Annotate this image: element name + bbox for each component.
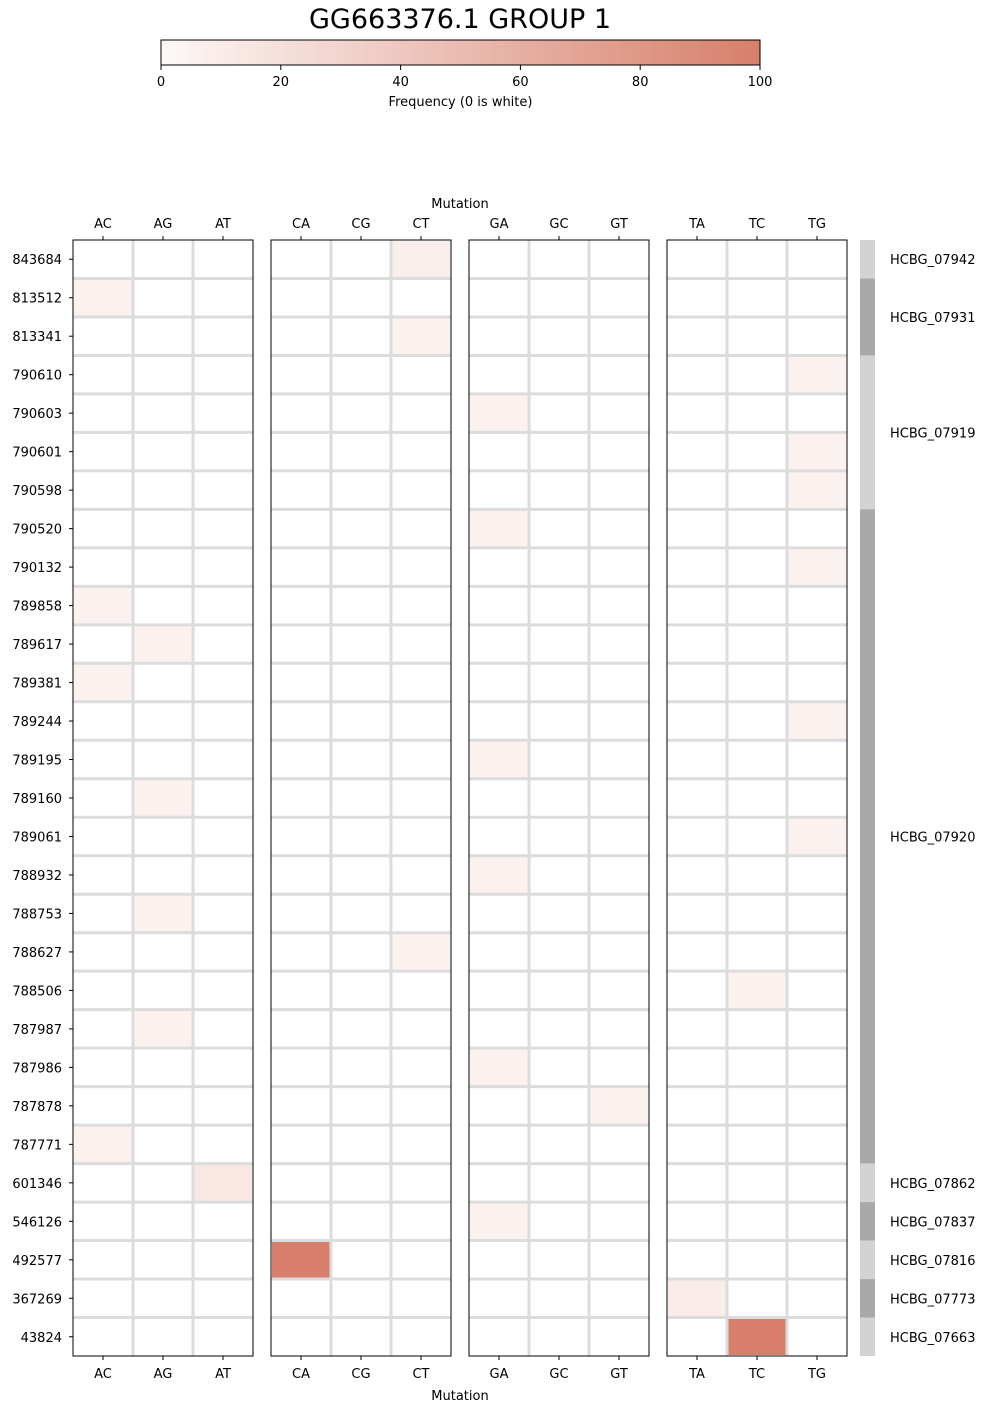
x-tick-label-top: CG [351, 217, 371, 232]
y-tick-label: 788932 [12, 868, 62, 884]
x-tick-label-top: TG [807, 217, 827, 232]
y-tick-label: 789061 [12, 830, 62, 846]
x-tick-label-top: TC [748, 217, 766, 232]
heatmap-cell [74, 587, 132, 623]
y-tick-label: 788506 [12, 984, 62, 1000]
heatmap-cell [590, 1088, 648, 1124]
chart-title: GG663376.1 GROUP 1 [309, 4, 611, 35]
heatmap-cell [470, 741, 528, 777]
y-tick-label: 367269 [12, 1292, 62, 1308]
gene-annotation-label: HCBG_07942 [890, 253, 976, 269]
heatmap-cell [134, 1011, 192, 1047]
heatmap-panel-4 [667, 240, 847, 1356]
y-tick-label: 790132 [12, 561, 62, 577]
gene-annotation-label: HCBG_07773 [890, 1292, 976, 1308]
x-tick-label-top: CT [412, 217, 430, 232]
heatmap-cell [74, 1126, 132, 1162]
heatmap-cell [470, 395, 528, 431]
heatmap-cell [788, 433, 846, 469]
y-tick-label: 787987 [12, 1022, 62, 1038]
x-tick-label-top: AG [153, 217, 173, 232]
y-tick-label: 790610 [12, 368, 62, 384]
y-tick-label: 789381 [12, 676, 62, 692]
y-tick-label: 787986 [12, 1061, 62, 1077]
heatmap-cell [134, 780, 192, 816]
heatmap-cell [470, 857, 528, 893]
x-tick-label-bottom: TC [748, 1367, 766, 1382]
y-tick-label: 787771 [12, 1138, 62, 1154]
x-tick-label-bottom: CG [351, 1367, 371, 1382]
y-tick-label: 788627 [12, 945, 62, 961]
heatmap-cell [392, 241, 450, 277]
gene-annotation-label: HCBG_07920 [890, 830, 976, 846]
x-tick-label-bottom: AT [215, 1367, 231, 1382]
heatmap-cell [788, 549, 846, 585]
y-tick-label: 789617 [12, 638, 62, 654]
y-tick-label: 843684 [12, 253, 62, 269]
x-tick-label-bottom: AG [153, 1367, 173, 1382]
y-tick-label: 813341 [12, 330, 62, 346]
gene-annotation-label: HCBG_07663 [890, 1330, 976, 1346]
x-tick-label-bottom: CA [292, 1367, 310, 1382]
x-axis-label-bottom: Mutation [431, 1389, 489, 1404]
heatmap-cell [668, 1280, 726, 1316]
heatmap-cell [788, 356, 846, 392]
colorbar [161, 40, 760, 65]
heatmap-cell [728, 1319, 786, 1355]
colorbar-tick-label: 40 [392, 75, 409, 90]
heatmap-panel-2 [271, 240, 451, 1356]
x-tick-label-top: GC [549, 217, 569, 232]
gene-annotation-segment [860, 1318, 875, 1356]
y-tick-label: 790520 [12, 522, 62, 538]
x-axis-label-top: Mutation [431, 197, 489, 212]
heatmap-cell [74, 279, 132, 315]
y-tick-label: 788753 [12, 907, 62, 923]
heatmap-cell [134, 895, 192, 931]
x-tick-label-bottom: CT [412, 1367, 430, 1382]
y-tick-label: 601346 [12, 1176, 62, 1192]
x-tick-label-top: GT [610, 217, 628, 232]
heatmap-cell [392, 318, 450, 354]
y-tick-label: 790601 [12, 445, 62, 461]
heatmap-cell [134, 626, 192, 662]
colorbar-tick-label: 0 [156, 75, 166, 90]
y-tick-label: 789858 [12, 599, 62, 615]
heatmap-cell [788, 818, 846, 854]
x-tick-label-top: TA [689, 217, 705, 232]
x-tick-label-bottom: TA [689, 1367, 705, 1382]
gene-annotation-segment [860, 240, 875, 278]
heatmap-cell [788, 472, 846, 508]
gene-annotation-label: HCBG_07931 [890, 310, 976, 326]
y-tick-label: 492577 [12, 1253, 62, 1269]
x-tick-label-bottom: TG [807, 1367, 827, 1382]
colorbar-tick-label: 60 [512, 75, 529, 90]
heatmap-cell [470, 1049, 528, 1085]
gene-annotation-label: HCBG_07919 [890, 426, 976, 442]
gene-annotation-segment [860, 355, 875, 509]
colorbar-tick-label: 80 [631, 75, 649, 90]
colorbar-tick-label: 100 [747, 75, 773, 90]
y-tick-label: 790603 [12, 407, 62, 423]
x-tick-label-top: AT [215, 217, 231, 232]
gene-annotation-label: HCBG_07816 [890, 1253, 976, 1269]
x-tick-label-bottom: GT [610, 1367, 628, 1382]
heatmap-cell [728, 972, 786, 1008]
heatmap-cell [194, 1165, 252, 1201]
gene-annotation-segment [860, 1164, 875, 1202]
gene-annotation-segment [860, 278, 875, 355]
heatmap-cell [392, 934, 450, 970]
x-tick-label-bottom: GC [549, 1367, 569, 1382]
heatmap-cell [788, 703, 846, 739]
heatmap-cell [272, 1242, 330, 1278]
colorbar-label: Frequency (0 is white) [388, 95, 533, 110]
y-tick-label: 789160 [12, 792, 62, 807]
x-tick-label-top: CA [292, 217, 310, 232]
gene-annotation-segment [860, 509, 875, 1163]
heatmap-cell [470, 1203, 528, 1239]
y-tick-label: 43824 [20, 1330, 62, 1346]
y-tick-label: 787878 [12, 1099, 62, 1115]
heatmap-cell [470, 510, 528, 546]
x-tick-label-top: AC [94, 217, 112, 232]
gene-annotation-label: HCBG_07837 [890, 1215, 976, 1231]
x-tick-label-top: GA [489, 217, 509, 232]
gene-annotation-label: HCBG_07862 [890, 1176, 976, 1192]
y-tick-label: 790598 [12, 484, 62, 500]
gene-annotation-segment [860, 1241, 875, 1279]
y-tick-label: 789195 [12, 753, 62, 769]
heatmap-cell [74, 664, 132, 700]
y-tick-label: 813512 [12, 291, 62, 307]
gene-annotation-segment [860, 1279, 875, 1317]
y-tick-label: 789244 [12, 715, 62, 731]
gene-annotation-segment [860, 1202, 875, 1240]
y-tick-label: 546126 [12, 1215, 62, 1231]
colorbar-tick-label: 20 [272, 75, 290, 90]
x-tick-label-bottom: AC [94, 1367, 112, 1382]
x-tick-label-bottom: GA [489, 1367, 509, 1382]
